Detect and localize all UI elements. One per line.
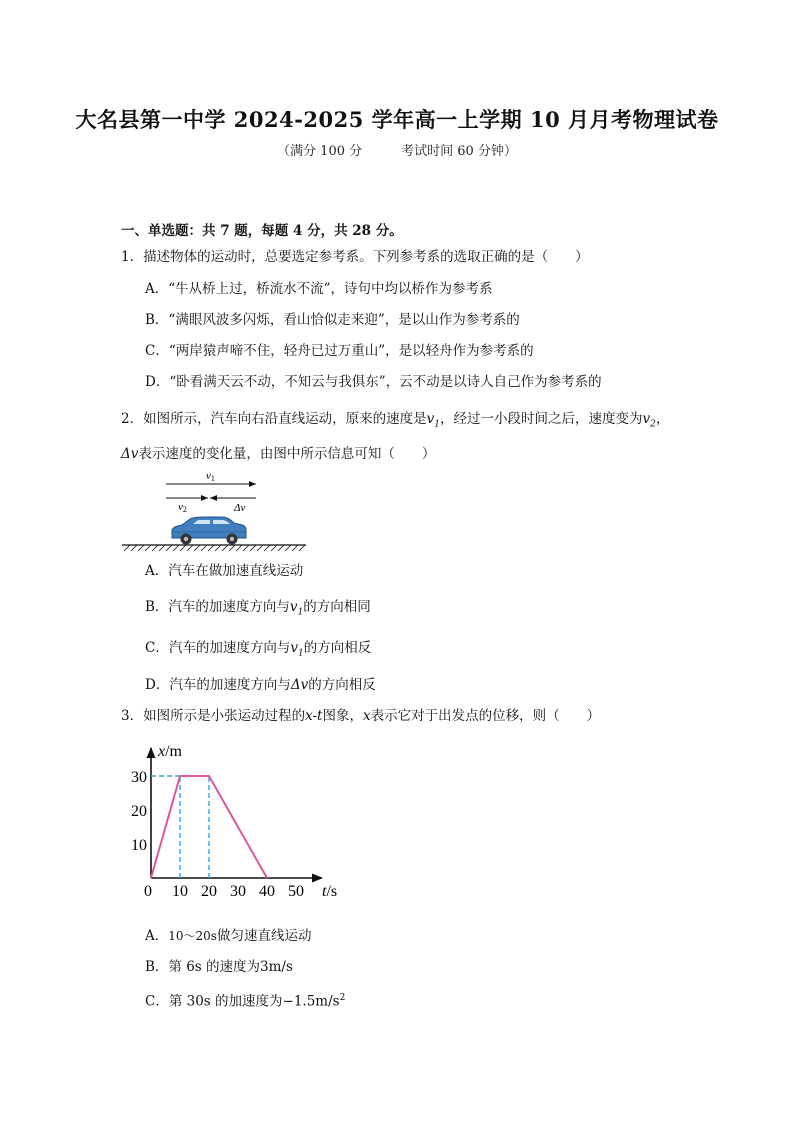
origin-label: 0 [144, 883, 152, 898]
q1-option-d: D．“卧看满天云不动，不知云与我俱东”，云不动是以诗人自己作为参考系的 [145, 374, 602, 390]
paper-title: 大名县第一中学 2024-2025 学年高一上学期 10 月月考物理试卷 [75, 107, 719, 132]
section-heading: 一、单选题：共 7 题，每题 4 分，共 28 分。 [121, 223, 403, 239]
car-icon [172, 517, 246, 545]
q2-v1: $v_1$ [426, 411, 440, 430]
q2-option-d: D．汽车的加速度方向与Δv的方向相反 [145, 677, 376, 693]
y-tick-label: 10 [131, 837, 147, 854]
full-score: （满分 100 分 [277, 144, 363, 159]
q2-option-b: B．汽车的加速度方向与$v_1$的方向相同 [145, 599, 371, 618]
exam-time: 考试时间 60 分钟） [401, 144, 517, 159]
x-tick-label: 40 [259, 883, 275, 898]
q2-stem-c: ， [655, 411, 670, 427]
q2-option-a: A．汽车在做加速直线运动 [145, 563, 304, 579]
q3-option-c: C．第 30s 的加速度为$-1.5m/s^2$ [145, 993, 346, 1010]
q2-v2: $v_2$ [642, 411, 656, 430]
v2-label: v2 [178, 501, 187, 514]
q2-option-d-dv: Δv [290, 677, 309, 693]
y-axis-label: x/m [158, 743, 182, 760]
q2-stem-b: ，经过一小段时间之后，速度变为 [439, 411, 643, 427]
x-tick-label: 20 [201, 883, 217, 898]
q1-option-b: B．“满眼风波多闪烁，看山恰似走来迎”，是以山作为参考系的 [145, 312, 520, 328]
x-tick-label: 30 [230, 883, 246, 898]
q2-stem-line1 [121, 410, 669, 434]
q3-stem: 3．如图所示是小张运动过程的x-t图象，x表示它对于出发点的位移，则（ ） [121, 708, 601, 724]
delta-v-label: Δv [234, 502, 246, 514]
xt-chart [118, 736, 358, 898]
q2-car-figure [118, 466, 310, 556]
x-axis-label: t/s [322, 883, 338, 898]
v1-label: v1 [206, 470, 215, 483]
paper-subtitle [0, 140, 794, 159]
v1-arrowhead [249, 481, 256, 487]
x-tick-label: 50 [288, 883, 304, 898]
q2-stem-d: 表示速度的变化量，由图中所示信息可知（ ） [138, 446, 436, 462]
q2-stem-a: 2．如图所示，汽车向右沿直线运动，原来的速度是 [121, 411, 427, 427]
ground-hatching [124, 545, 305, 551]
delta-v-arrowhead [210, 495, 217, 501]
q1-option-c: C．“两岸猿声啼不住，轻舟已过万重山”，是以轻舟作为参考系的 [145, 343, 534, 359]
y-tick-label: 20 [131, 803, 147, 820]
q1-stem: 1．描述物体的运动时，总要选定参考系。下列参考系的选取正确的是（ ） [121, 249, 589, 265]
q3-option-b: B．第 6s 的速度为3m/s [145, 959, 293, 975]
q2-stem-line2 [121, 445, 435, 463]
q2-option-c-v1: $v_1$ [290, 640, 304, 659]
q1-option-a: A．“牛从桥上过，桥流水不流”，诗句中均以桥作为参考系 [145, 281, 493, 297]
q2-delta-v: Δv [121, 446, 139, 462]
x-tick-label: 10 [172, 883, 188, 898]
q2-option-b-v1: $v_1$ [289, 599, 304, 618]
q3-option-a: A．10～20s做匀速直线运动 [145, 928, 312, 944]
v2-arrowhead [201, 495, 208, 501]
q2-option-c: C．汽车的加速度方向与$v_1$的方向相反 [145, 640, 372, 659]
y-tick-label: 30 [131, 769, 147, 786]
